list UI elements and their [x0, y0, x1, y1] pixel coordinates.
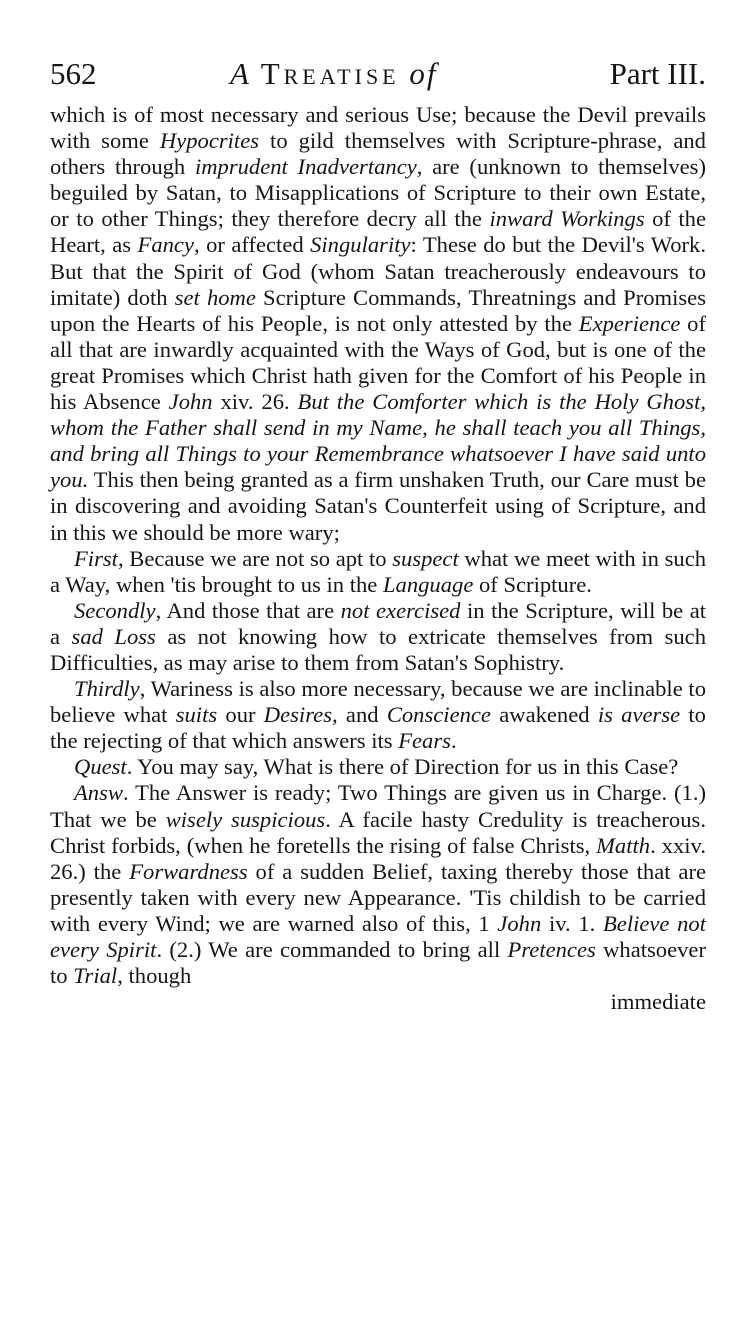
paragraph	[50, 546, 706, 598]
italic-text: Matth	[596, 832, 651, 858]
italic-text: Conscience	[386, 702, 491, 728]
title-of: of	[409, 56, 438, 91]
text-run: of Scripture.	[473, 571, 592, 597]
body-text	[50, 102, 706, 989]
italic-text: Hypocrites	[159, 128, 260, 154]
text-run: , though	[117, 963, 192, 989]
italic-text: Language	[382, 571, 474, 597]
page-number: 562	[50, 56, 97, 91]
italic-text: set home	[174, 284, 256, 310]
running-title	[230, 56, 438, 92]
title-word: Treatise	[260, 56, 400, 91]
text-run: xiv. 26.	[212, 389, 298, 415]
paragraph	[50, 780, 706, 989]
italic-text: Believe not every Spirit	[50, 910, 706, 962]
text-run: as not knowing how to extricate themselves from such Difficulties, as may arise to them from Satan's Sophistry.	[50, 623, 706, 675]
text-run: , And those that are	[155, 597, 341, 623]
italic-text: wisely suspicious	[165, 806, 326, 832]
catchword: immediate	[610, 989, 706, 1015]
text-run: This then being granted as a firm unshaken Truth, our Care must be in discovering and avoiding Satan's Counterfeit using of Scripture, and in this we should be more wary;	[50, 467, 706, 545]
text-run: , Wariness is also more necessary, because we are inclinable to believe what	[50, 676, 706, 728]
text-run: : These do but the Devil's Work. But that the Spirit of God (whom Satan treacherously endeavours to imitate) doth	[50, 232, 706, 310]
text-run: to gild themselves with Scripture-phrase, and others through	[50, 128, 706, 180]
paragraph	[50, 754, 706, 780]
italic-text: But the Comforter which is the Holy Ghost, whom the Father shall send in my Name, he shall teach you all Things, and bring all Things to your Remembrance whatsoever I have said unto you.	[50, 389, 706, 493]
text-run: . A facile hasty Credulity is treacherous. Christ forbids, (when he foretells the rising of false Christs,	[50, 806, 706, 858]
italic-text: Desires	[263, 702, 332, 728]
part-label: Part III.	[609, 56, 706, 91]
italic-text: suits	[175, 702, 218, 728]
italic-text: suspect	[392, 545, 459, 571]
text-run: . xxiv. 26.) the	[50, 832, 706, 884]
paragraph	[50, 676, 706, 754]
italic-text: imprudent Inadvertancy	[194, 154, 417, 180]
italic-text: Experience	[578, 310, 681, 336]
text-run: awakened	[490, 702, 598, 728]
running-head	[50, 48, 706, 102]
text-run: of all that are inwardly acquainted with the Ways of God, but is one of the great Promises which Christ hath given for the Comfort of his People in his Absence	[50, 310, 706, 415]
text-run: whatsoever to	[50, 937, 706, 989]
italic-text: First	[74, 545, 118, 571]
italic-text: Trial	[73, 963, 118, 989]
text-run: iv. 1.	[541, 910, 603, 936]
italic-text: Pretences	[507, 937, 596, 962]
italic-text: sad Loss	[71, 623, 156, 649]
text-run: , are (unknown to themselves) beguiled by Satan, to Misapplications of Scripture to their own Estate, or to other Things; they therefore decry all the	[50, 154, 706, 232]
italic-text: Singularity	[310, 232, 411, 258]
italic-text: inward Workings	[489, 206, 645, 232]
text-run: what we meet with in such a Way, when 'tis brought to us in the	[50, 545, 707, 597]
text-run: our	[217, 702, 264, 728]
text-run: in the Scripture, will be at a	[50, 597, 707, 649]
italic-text: Fancy	[137, 232, 194, 258]
text-run: . You may say, What is there of Direction for us in this Case?	[126, 754, 679, 780]
paragraph	[50, 102, 706, 546]
italic-text: Thirdly	[74, 676, 140, 702]
text-run: which is of most necessary and serious Use; because the Devil prevails with some	[50, 102, 706, 154]
italic-text: John	[497, 910, 542, 936]
text-run: , or affected	[193, 232, 311, 258]
italic-text: not exercised	[340, 597, 461, 623]
text-run: . The Answer is ready; Two Things are given us in Charge. (1.) That we be	[50, 780, 706, 832]
italic-text: Secondly	[74, 597, 156, 623]
text-run: , Because we are not so apt to	[117, 545, 393, 571]
text-run: .	[450, 728, 457, 754]
title-article: A	[230, 56, 251, 91]
italic-text: Fears	[398, 728, 451, 754]
italic-text: Answ	[74, 780, 123, 806]
text-run: to the rejecting of that which answers its	[50, 702, 706, 754]
italic-text: Forwardness	[129, 858, 248, 884]
text-run: Scripture Commands, Threatnings and Promises upon the Hearts of his People, is not only attested by the	[50, 284, 706, 336]
text-run: of the Heart, as	[50, 206, 706, 258]
text-run: . (2.) We are commanded to bring all	[156, 937, 508, 962]
italic-text: Quest	[74, 754, 127, 780]
italic-text: is averse	[597, 702, 681, 728]
italic-text: John	[168, 389, 213, 415]
text-run: , and	[332, 702, 387, 728]
paragraph	[50, 598, 706, 676]
text-run: of a sudden Belief, taxing thereby those that are presently taken with every new Appearance. 'Tis childish to be carried with every Wind; we are warned also of this, 1	[50, 858, 707, 936]
